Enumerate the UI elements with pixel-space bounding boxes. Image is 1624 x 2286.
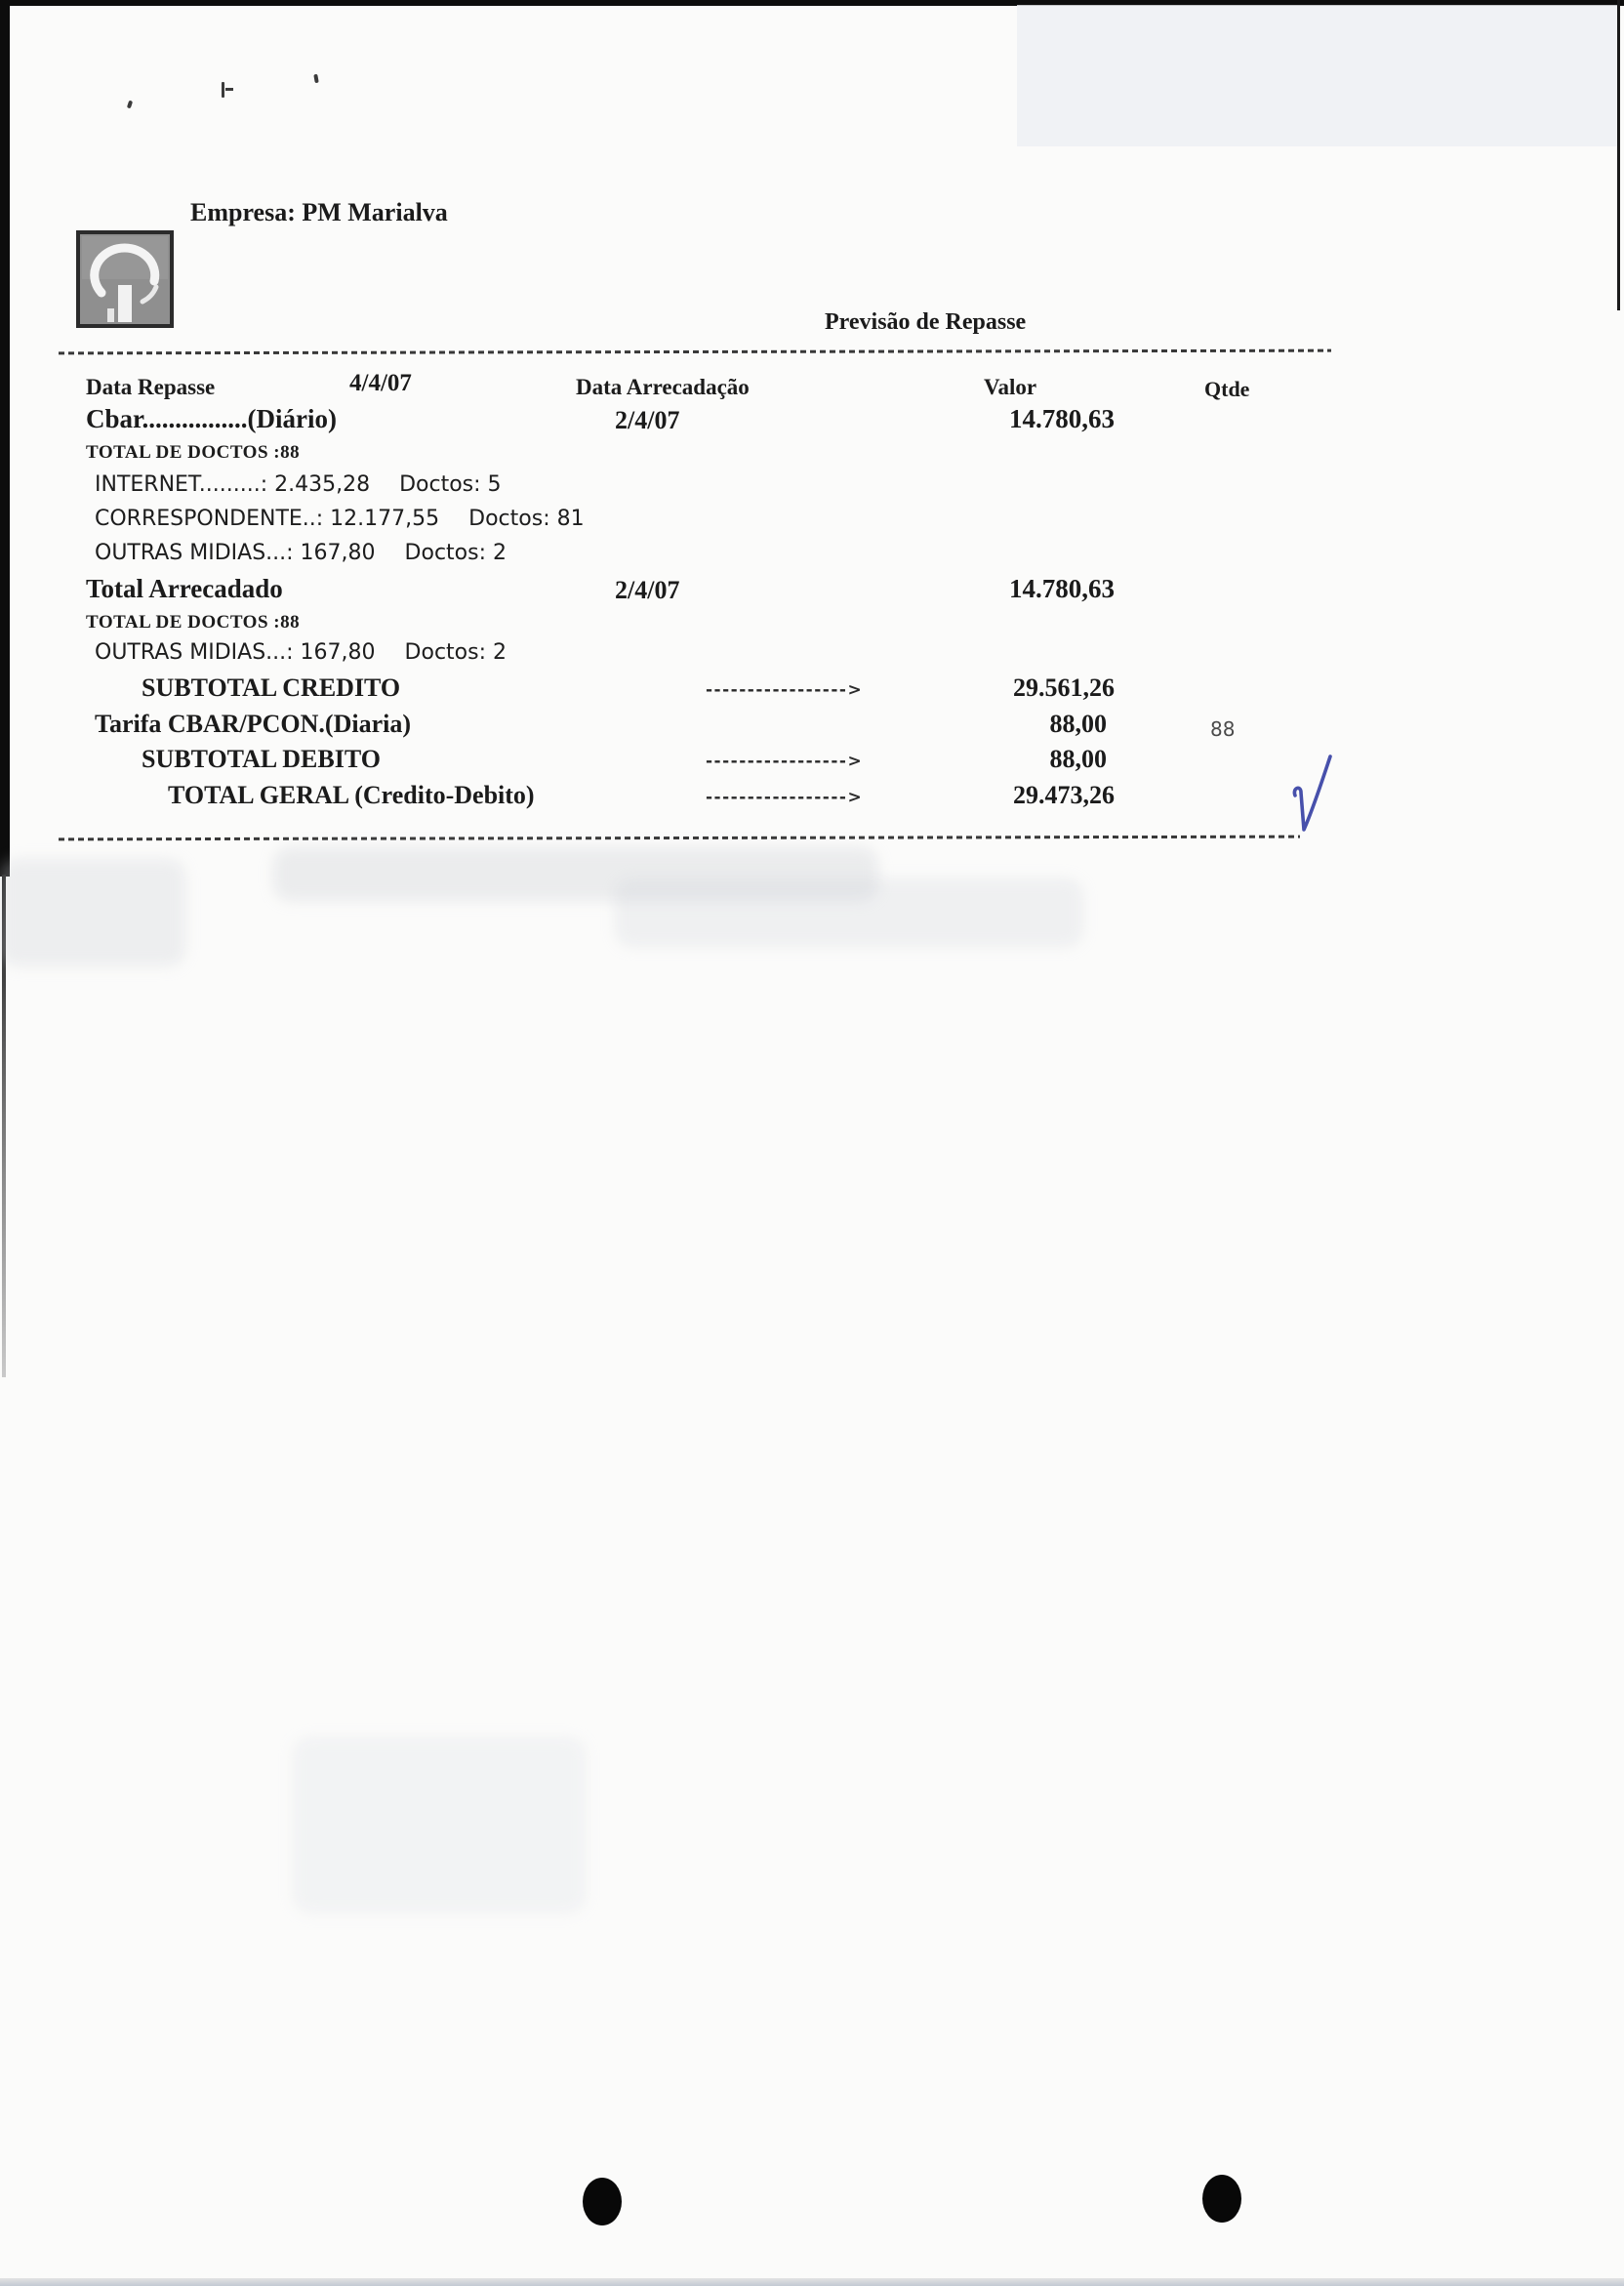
col-qtde: Qtde	[1204, 377, 1250, 401]
subtotal-credito-label: SUBTOTAL CREDITO	[142, 674, 401, 702]
subtotal-debito-arrow: ----------------->	[706, 752, 864, 771]
scan-speck	[313, 74, 319, 84]
separator-top	[59, 349, 1331, 355]
detail-label: OUTRAS MIDIAS...: 167,80	[95, 541, 376, 565]
scan-shadow-top-right	[1017, 5, 1617, 146]
scan-edge-bottom	[0, 2278, 1624, 2286]
total-arrecadado-valor: 14.780,63	[1009, 574, 1115, 603]
cbar-row-valor: 14.780,63	[1009, 404, 1115, 433]
detail-doctos: Doctos: 2	[404, 541, 507, 565]
detail-row	[95, 541, 507, 565]
total-arrecadado-label: Total Arrecadado	[86, 574, 283, 603]
scan-speck	[225, 88, 233, 91]
tarifa-valor: 88,00	[1049, 710, 1107, 738]
col-valor: Valor	[984, 375, 1037, 399]
subtotal-debito-label: SUBTOTAL DEBITO	[142, 745, 381, 773]
separator-bottom	[59, 836, 1300, 841]
subtotal-credito-arrow: ----------------->	[706, 680, 864, 700]
total-geral-label: TOTAL GERAL (Credito-Debito)	[168, 781, 535, 809]
scan-edge-left	[0, 0, 10, 877]
total-arrecadado-date: 2/4/07	[615, 576, 680, 604]
detail-row	[95, 507, 585, 531]
col-data-repasse: Data Repasse	[86, 375, 216, 399]
scan-speck	[127, 101, 133, 109]
scan-smudge	[293, 1737, 586, 1913]
page-title: Previsão de Repasse	[825, 309, 1027, 335]
detail-doctos: Doctos: 5	[399, 472, 502, 497]
subtotal-credito-valor: 29.561,26	[1013, 674, 1115, 702]
detail-row	[95, 640, 507, 665]
detail-label: CORRESPONDENTE..: 12.177,55	[95, 507, 440, 531]
detail-doctos: Doctos: 2	[404, 640, 507, 665]
detail-label: INTERNET.........: 2.435,28	[95, 472, 371, 497]
detail-row	[95, 472, 502, 497]
col-data-arrecadacao: Data Arrecadação	[576, 375, 750, 399]
scan-edge-right	[1617, 0, 1620, 310]
total-geral-arrow: ----------------->	[706, 788, 864, 807]
tarifa-label: Tarifa CBAR/PCON.(Diaria)	[95, 710, 412, 738]
cbar-row-date: 2/4/07	[615, 406, 680, 434]
subtotal-debito-valor: 88,00	[1049, 745, 1107, 773]
scan-smudge	[0, 859, 185, 966]
total-arrecadado-total-doctos: TOTAL DE DOCTOS :88	[86, 612, 301, 633]
company-logo	[76, 230, 174, 328]
scan-speck	[222, 82, 224, 98]
detail-doctos: Doctos: 81	[468, 507, 585, 531]
company-label: Empresa: PM Marialva	[190, 198, 448, 226]
detail-label: OUTRAS MIDIAS...: 167,80	[95, 640, 376, 665]
repasse-date: 4/4/07	[349, 370, 412, 396]
cbar-row-label: Cbar................(Diário)	[86, 404, 337, 433]
scan-smudge	[615, 878, 1083, 947]
cbar-total-doctos: TOTAL DE DOCTOS :88	[86, 442, 301, 463]
hole-punch-dot	[1202, 2175, 1241, 2223]
tarifa-qtde: 88	[1210, 717, 1236, 741]
total-geral-valor: 29.473,26	[1013, 781, 1115, 809]
handwritten-checkmark-icon	[1288, 752, 1335, 837]
hole-punch-dot	[583, 2178, 622, 2225]
